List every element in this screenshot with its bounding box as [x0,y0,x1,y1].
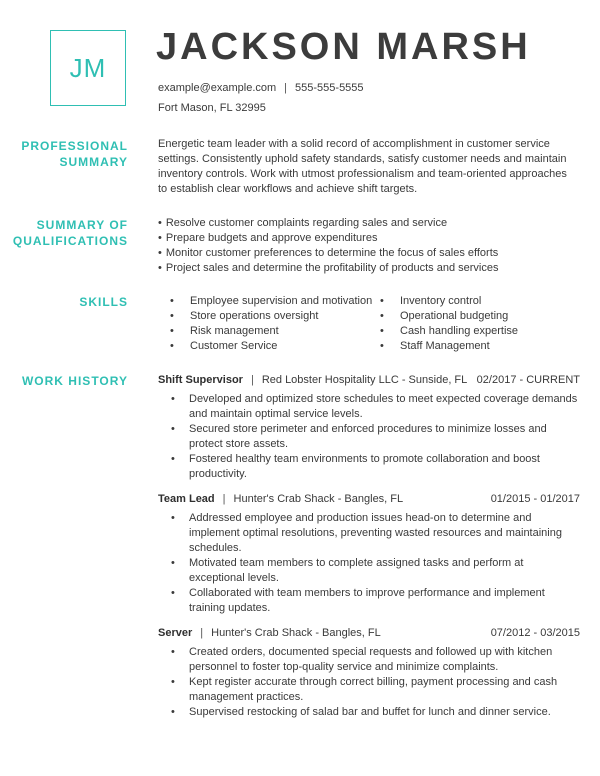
job-header [158,373,580,388]
job-bullets [158,511,580,616]
job-company: Red Lobster Hospitality LLC - Sunside, FL [261,374,468,386]
job-bullet: • Created orders, documented special requests and followed up with kitchen personnel to foster top-quality service and minimize complaints. [158,645,580,675]
skill-item: • Operational budgeting [380,309,580,324]
contact-line [158,82,364,94]
job-bullet: • Developed and optimized store schedules to meet expected coverage demands and maintain optimal service levels. [158,392,580,422]
label-line: QUALIFICATIONS [12,234,128,248]
contact-separator: | [284,82,288,94]
job-bullet: • Addressed employee and production issues head-on to determine and implement optimal resolutions, preventing wasted resources and maintaining schedules. [158,511,580,556]
job-bullet: • Motivated team members to complete assigned tasks and perform at exceptional levels. [158,556,580,586]
job-separator: | [250,374,254,386]
job-bullet: • Collaborated with team members to improve performance and implement training updates. [158,586,580,616]
job-bullets [158,392,580,482]
job-dates: 02/2017 - CURRENT [476,374,580,386]
qualifications-list [158,216,578,276]
label-line: PROFESSIONAL [21,139,128,153]
label-line: SUMMARY [59,155,128,169]
job-bullet: • Supervised restocking of salad bar and buffet for lunch and dinner service. [158,705,580,720]
skill-item: • Employee supervision and motivation [170,294,380,309]
skill-item: • Customer Service [170,339,380,354]
candidate-name: JACKSON MARSH [156,26,531,68]
section-label-work-history: WORK HISTORY [21,374,128,388]
skill-item: • Cash handling expertise [380,324,580,339]
job-bullet: • Fostered healthy team environments to promote collaboration and boost productivity. [158,452,580,482]
job-header [158,626,580,641]
qualification-item: • Prepare budgets and approve expenditures [158,231,578,246]
work-history [158,373,580,730]
job-header [158,492,580,507]
phone: 555-555-5555 [295,82,364,94]
section-label-professional-summary [8,138,128,170]
job-entry [158,373,580,482]
job-title: Server [158,627,193,639]
qualification-item: • Monitor customer preferences to determine the focus of sales efforts [158,246,578,261]
job-entry [158,492,580,616]
section-label-skills: SKILLS [79,295,128,309]
email: example@example.com [158,82,277,94]
qualification-item: • Project sales and determine the profitability of products and services [158,261,578,276]
job-dates: 07/2012 - 03/2015 [490,627,580,639]
job-title: Team Lead [158,493,215,505]
job-separator: | [200,627,204,639]
skill-item: • Staff Management [380,339,580,354]
job-company: Hunter's Crab Shack - Bangles, FL [233,493,404,505]
job-bullet: • Kept register accurate through correct billing, payment processing and cash management practices. [158,675,580,705]
section-label-qualifications [0,217,128,249]
job-separator: | [222,493,226,505]
professional-summary-text: Energetic team leader with a solid record of accomplishment in customer service settings. Consistently uphold safety standards, satisfy customer needs and maintain inventory controls. Work with utmost professionalism and team-oriented approaches to establish clear workflows and achieve shift targets. [158,138,567,195]
monogram-initials: JM [69,52,107,83]
label-line: SUMMARY OF [36,218,128,232]
job-dates: 01/2015 - 01/2017 [490,493,580,505]
skill-item: • Risk management [170,324,380,339]
job-entry [158,626,580,720]
skills-list [170,294,580,354]
job-bullets [158,645,580,720]
skill-item: • Inventory control [380,294,580,309]
job-company: Hunter's Crab Shack - Bangles, FL [211,627,381,639]
address: Fort Mason, FL 32995 [158,102,266,114]
monogram-box [50,30,126,106]
job-bullet: • Secured store perimeter and enforced procedures to minimize losses and protect store assets. [158,422,580,452]
job-title: Shift Supervisor [158,374,243,386]
skill-item: • Store operations oversight [170,309,380,324]
qualification-item: • Resolve customer complaints regarding sales and service [158,216,578,231]
